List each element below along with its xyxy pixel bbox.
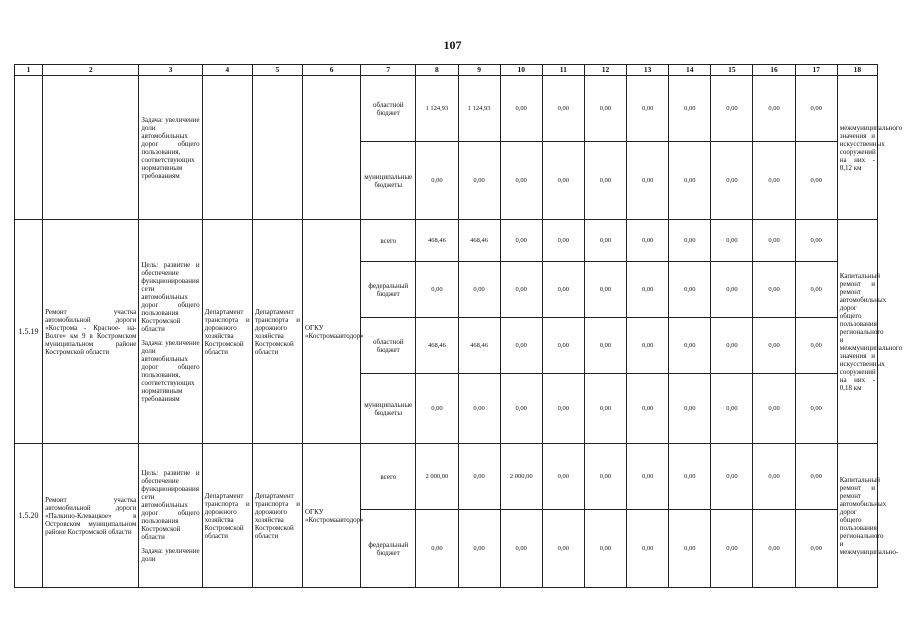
value-cell: 0,00 [753,318,795,374]
value-cell: 0,00 [500,76,542,142]
value-cell: 0,00 [627,262,669,318]
value-cell: 0,00 [542,262,584,318]
value-cell: 0,00 [711,220,753,262]
value-cell: 0,00 [500,374,542,444]
value-cell: 0,00 [669,142,711,220]
goal-text: Цель: развитие и обеспечение функционирования сети автомобильных дорог общего пользования Костромской области [141,468,200,541]
value-cell: 0,00 [542,76,584,142]
contractor-cell: ОГКУ «Костромаавтодор» [302,444,360,588]
item-code: 1.5.20 [15,444,43,588]
header-cell: 4 [202,65,252,76]
value-cell: 0,00 [795,444,837,510]
value-cell: 0,00 [542,142,584,220]
value-cell: 0,00 [584,262,626,318]
task-text: Задача: увеличение доли автомобильных дорог общего пользования, соответствующих нормативным требованиям [141,338,200,403]
value-cell: 0,00 [795,510,837,588]
header-cell: 6 [302,65,360,76]
value-cell: 0,00 [542,374,584,444]
value-cell: 468,46 [458,220,500,262]
header-row [15,65,878,76]
header-cell: 12 [584,65,626,76]
header-cell: 10 [500,65,542,76]
funding-source: всего [361,444,416,510]
value-cell: 1 124,93 [416,76,458,142]
value-cell: 0,00 [669,76,711,142]
value-cell: 0,00 [584,76,626,142]
value-cell: 0,00 [711,76,753,142]
value-cell: 0,00 [584,444,626,510]
executor-cell: Департамент транспорта и дорожного хозяйства Костромской области [252,444,302,588]
table-row [15,444,878,510]
value-cell: 0,00 [416,374,458,444]
value-cell: 0,00 [753,76,795,142]
value-cell: 0,00 [753,220,795,262]
goal-task-cell [139,444,202,588]
value-cell: 0,00 [711,510,753,588]
executor-cell [202,76,252,220]
value-cell: 0,00 [458,262,500,318]
value-cell: 0,00 [500,142,542,220]
value-cell: 0,00 [753,142,795,220]
value-cell: 0,00 [416,510,458,588]
funding-source: областной бюджет [361,318,416,374]
value-cell: 0,00 [627,220,669,262]
value-cell: 0,00 [795,262,837,318]
value-cell: 0,00 [627,510,669,588]
value-cell: 0,00 [627,76,669,142]
funding-source: муниципальные бюджеты [361,374,416,444]
value-cell: 0,00 [458,374,500,444]
table-row [15,76,878,142]
value-cell: 0,00 [753,262,795,318]
value-cell: 0,00 [500,510,542,588]
value-cell: 0,00 [584,318,626,374]
code-cell [15,76,43,220]
header-cell: 13 [627,65,669,76]
task-cell: Задача: увеличение доли автомобильных дорог общего пользования, соответствующих нормативным требованиям [139,76,202,220]
value-cell: 2 000,00 [416,444,458,510]
executor-cell: Департамент транспорта и дорожного хозяйства Костромской области [202,444,252,588]
value-cell: 0,00 [795,142,837,220]
value-cell: 0,00 [458,444,500,510]
item-name: Ремонт участка автомобильной дороги «Палкино-Клевацкое» в Островском муниципальном районе Костромской области [43,444,139,588]
value-cell: 468,46 [416,318,458,374]
funding-source: муниципальные бюджеты [361,142,416,220]
goal-task-cell [139,220,202,444]
value-cell: 0,00 [627,142,669,220]
header-cell: 7 [361,65,416,76]
funding-source: всего [361,220,416,262]
value-cell: 2 000,00 [500,444,542,510]
value-cell: 0,00 [458,142,500,220]
header-cell: 1 [15,65,43,76]
value-cell: 0,00 [753,510,795,588]
result-cell: Капитальный ремонт и ремонт автомобильных дорог общего пользования регионального и межмуниципально- [837,444,877,588]
header-cell: 14 [669,65,711,76]
header-cell: 9 [458,65,500,76]
header-cell: 18 [837,65,877,76]
value-cell: 0,00 [542,318,584,374]
value-cell: 0,00 [416,262,458,318]
goal-text: Цель: развитие и обеспечение функционирования сети автомобильных дорог общего пользования Костромской области [141,260,200,333]
header-cell: 5 [252,65,302,76]
value-cell: 0,00 [584,220,626,262]
value-cell: 0,00 [711,262,753,318]
value-cell: 0,00 [669,262,711,318]
result-cell: Капитальный ремонт и ремонт автомобильных дорог общего пользования регионального и межмуниципального значения и искусственных сооружений на них - 0,18 км [837,220,877,444]
value-cell: 0,00 [500,318,542,374]
value-cell: 0,00 [458,510,500,588]
executor-cell [252,76,302,220]
header-cell: 3 [139,65,202,76]
value-cell: 0,00 [542,444,584,510]
contractor-cell [302,76,360,220]
header-cell: 8 [416,65,458,76]
header-cell: 2 [43,65,139,76]
executor-cell: Департамент транспорта и дорожного хозяйства Костромской области [252,220,302,444]
value-cell: 0,00 [542,220,584,262]
header-cell: 16 [753,65,795,76]
value-cell: 0,00 [542,510,584,588]
value-cell: 0,00 [753,444,795,510]
item-name: Ремонт участка автомобильной дороги «Кострома - Красное- на- Волге» км 9 в Костромском муниципальном районе Костромской области [43,220,139,444]
contractor-cell: ОГКУ «Костромаавтодор» [302,220,360,444]
value-cell: 0,00 [711,374,753,444]
header-cell: 15 [711,65,753,76]
value-cell: 0,00 [584,510,626,588]
value-cell: 0,00 [500,262,542,318]
header-cell: 17 [795,65,837,76]
value-cell: 0,00 [627,374,669,444]
value-cell: 0,00 [584,142,626,220]
funding-source: федеральный бюджет [361,510,416,588]
value-cell: 0,00 [627,318,669,374]
value-cell: 0,00 [795,76,837,142]
table-row [15,220,878,262]
result-cell: межмуниципального значения и искусственных сооружений на них - 0,12 км [837,76,877,220]
value-cell: 0,00 [753,374,795,444]
value-cell: 0,00 [669,220,711,262]
item-code: 1.5.19 [15,220,43,444]
value-cell: 0,00 [669,444,711,510]
value-cell: 0,00 [584,374,626,444]
budget-table [14,64,903,588]
value-cell: 0,00 [711,142,753,220]
executor-cell: Департамент транспорта и дорожного хозяйства Костромской области [202,220,252,444]
value-cell: 0,00 [711,444,753,510]
header-cell: 11 [542,65,584,76]
value-cell: 1 124,93 [458,76,500,142]
value-cell: 0,00 [669,318,711,374]
value-cell: 0,00 [416,142,458,220]
name-cell [43,76,139,220]
value-cell: 0,00 [795,374,837,444]
value-cell: 0,00 [711,318,753,374]
value-cell: 0,00 [669,510,711,588]
funding-source: областной бюджет [361,76,416,142]
value-cell: 0,00 [795,318,837,374]
value-cell: 468,46 [458,318,500,374]
task-text: Задача: увеличение доли [141,546,200,563]
value-cell: 0,00 [669,374,711,444]
funding-source: федеральный бюджет [361,262,416,318]
page-number: 107 [443,38,462,52]
value-cell: 468,46 [416,220,458,262]
value-cell: 0,00 [795,220,837,262]
value-cell: 0,00 [500,220,542,262]
value-cell: 0,00 [627,444,669,510]
